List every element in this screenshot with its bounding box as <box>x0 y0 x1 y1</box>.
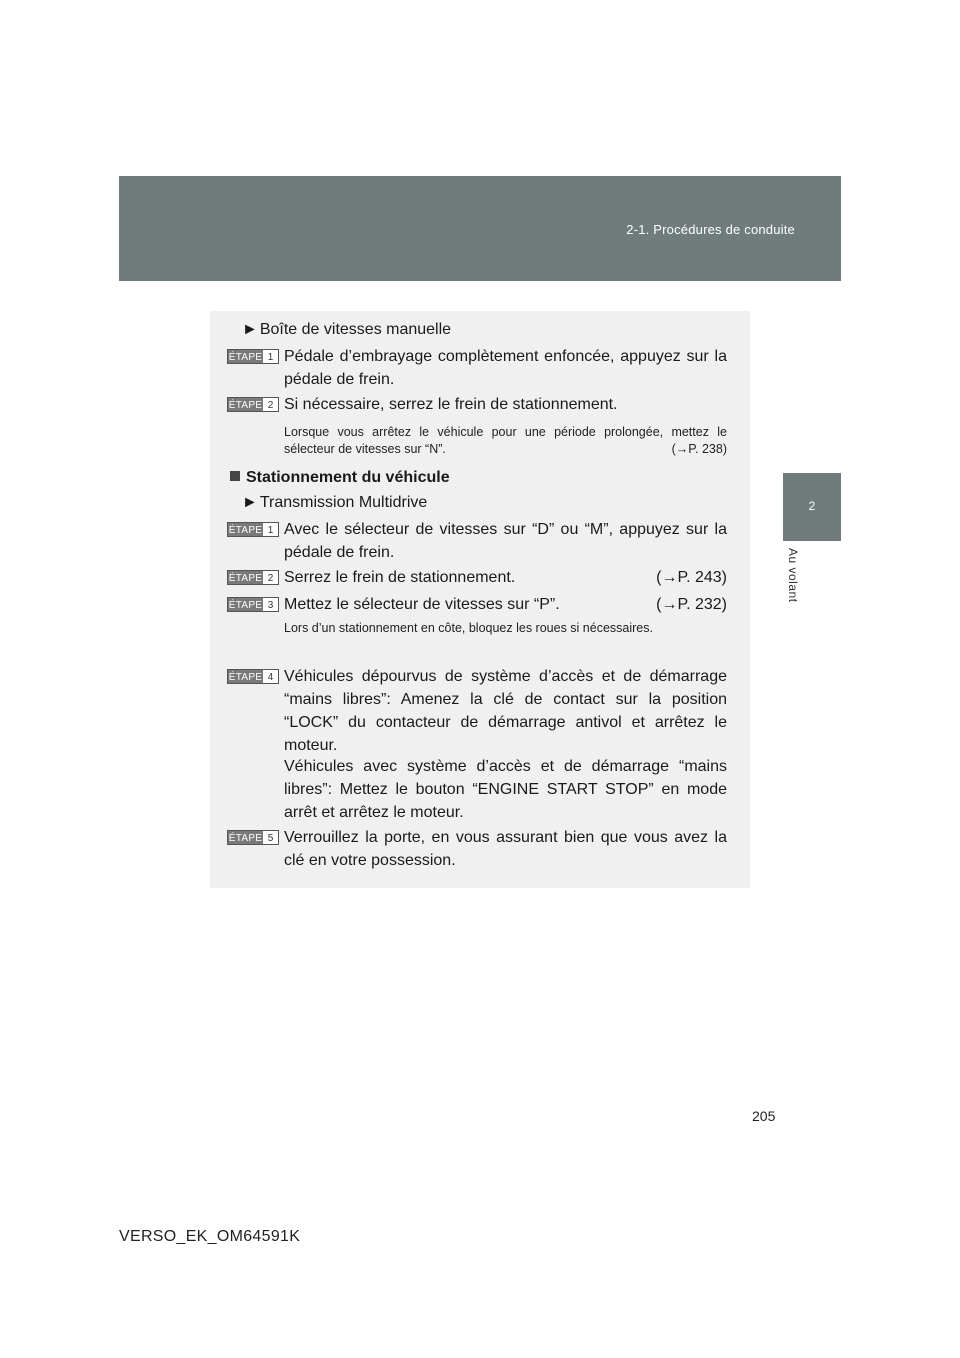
triangle-bullet-icon: ► <box>242 321 258 338</box>
document-code: VERSO_EK_OM64591K <box>119 1228 301 1245</box>
parking-step-1-text: Avec le sélecteur de vitesses sur “D” ou “M”, appuyez sur la pédale de frein. <box>284 521 727 561</box>
chapter-tab-label: Au volant <box>786 548 800 603</box>
step-badge-parking-2: ÉTAPE 2 <box>227 570 279 585</box>
step-badge-manual-1: ÉTAPE 1 <box>227 349 279 364</box>
manual-subtitle-text: Boîte de vitesses manuelle <box>259 321 452 338</box>
parking-subtitle-text: Transmission Multidrive <box>259 494 428 511</box>
parking-step-3 <box>284 593 727 616</box>
parking-step-4-text: Véhicules dépourvus de système d’accès et de démarrage “mains libres”: Amenez la clé de contact sur la position “LOCK” du contacteur de démarrage antivol et arrêtez le moteur. <box>284 668 727 754</box>
parking-step-5-text: Verrouillez la porte, en vous assurant bien que vous avez la clé en votre possession. <box>284 829 727 869</box>
manual-step-1-text: Pédale d’embrayage complètement enfoncée, appuyez sur la pédale de frein. <box>284 348 727 388</box>
step-badge-parking-5: ÉTAPE 5 <box>227 830 279 845</box>
parking-subtitle <box>242 494 782 512</box>
step-badge-parking-1: ÉTAPE 1 <box>227 522 279 537</box>
parking-step-3-ref: (→P. 232) <box>656 596 727 613</box>
content-box <box>210 311 750 888</box>
section-heading: Stationnement du véhicule <box>230 469 450 487</box>
header-band <box>119 176 841 281</box>
parking-step-3-text: Mettez le sélecteur de vitesses sur “P”. <box>284 596 560 613</box>
manual-step-2-text: Si nécessaire, serrez le frein de stationnement. <box>284 396 618 413</box>
chapter-tab: 2 <box>783 473 841 541</box>
parking-step-2-ref: (→P. 243) <box>656 569 727 586</box>
step-badge-parking-4: ÉTAPE 4 <box>227 669 279 684</box>
step-badge-manual-2: ÉTAPE 2 <box>227 397 279 412</box>
page-number: 205 <box>752 1108 776 1124</box>
parking-step-2 <box>284 566 727 589</box>
square-bullet-icon <box>230 471 240 481</box>
manual-subtitle <box>242 321 782 339</box>
triangle-bullet-icon: ► <box>242 494 258 511</box>
section-title: 2-1. Procédures de conduite <box>626 222 795 237</box>
manual-note: Lorsque vous arrêtez le véhicule pour une période prolongée, mettez le sélecteur de vitesses sur “N”. (→P. 238) <box>284 425 727 456</box>
step-badge-parking-3: ÉTAPE 3 <box>227 597 279 612</box>
parking-note: Lors d’un stationnement en côte, bloquez les roues si nécessaires. <box>284 621 653 635</box>
manual-note-ref: (→P. 238) <box>671 442 727 456</box>
parking-step-4-extra: Véhicules avec système d’accès et de démarrage “mains libres”: Mettez le bouton “ENGINE START STOP” en mode arrêt et arrêtez le moteur. <box>284 758 727 821</box>
parking-step-2-text: Serrez le frein de stationnement. <box>284 569 516 586</box>
